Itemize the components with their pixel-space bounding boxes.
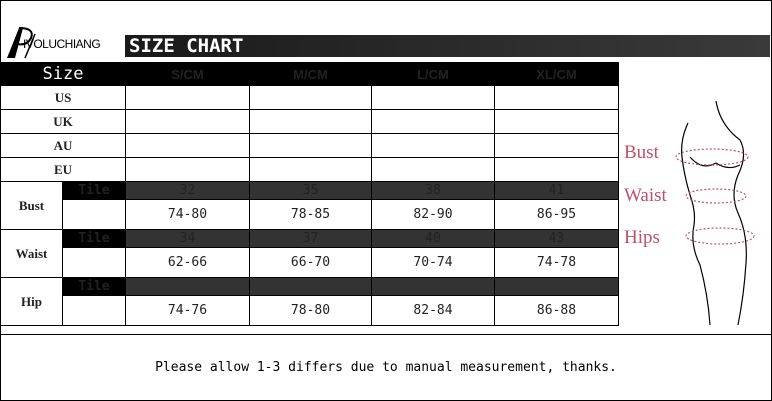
body-silhouette-icon [620,85,770,333]
range-value: 82-84 [372,296,495,326]
region-cell [372,110,495,134]
region-cell [372,86,495,110]
region-cell [126,86,250,110]
region-cell [495,86,619,110]
measurement-label-hip: Hip [1,278,63,326]
body-measurement-figure [620,85,770,333]
tile-value [250,278,372,296]
region-cell [250,134,372,158]
tile-value: 32 [126,182,250,200]
figure-label-bust: Bust [624,142,659,163]
range-value: 74-78 [495,248,619,278]
region-cell [250,158,372,182]
region-label: AU [1,134,126,158]
tile-value [495,278,619,296]
size-table [0,62,619,326]
measurement-note: Please allow 1-3 differs due to manual measurement, thanks. [155,360,617,375]
tile-value: 40 [372,230,495,248]
tile-value [372,278,495,296]
hip-tile-row [1,278,619,296]
column-header-xl: XL/CM [495,63,619,86]
title-bar [125,35,770,57]
range-value: 78-85 [250,200,372,230]
region-label: US [1,86,126,110]
tile-label: Tile [63,182,126,200]
range-value: 86-95 [495,200,619,230]
region-row-eu [1,158,619,182]
footer-note [0,334,772,401]
tile-value: 35 [250,182,372,200]
figure-label-waist: Waist [624,185,667,206]
range-value: 66-70 [250,248,372,278]
bust-tile-row [1,182,619,200]
region-row-au [1,134,619,158]
range-value: 78-80 [250,296,372,326]
range-value: 74-80 [126,200,250,230]
tile-label: Tile [63,278,126,296]
region-cell [250,110,372,134]
range-value: 82-90 [372,200,495,230]
column-header-m: M/CM [250,63,372,86]
region-cell [250,86,372,110]
brand-name: IVOLUCHIANG [23,37,101,51]
region-cell [126,110,250,134]
region-cell [495,134,619,158]
tile-label: Tile [63,230,126,248]
region-row-uk [1,110,619,134]
header-row [1,63,619,86]
hip-range-row [1,296,619,326]
figure-label-hips: Hips [624,227,660,248]
range-label-cell [63,248,126,278]
column-header-s: S/CM [126,63,250,86]
waist-tile-row [1,230,619,248]
measurement-label-waist: Waist [1,230,63,278]
region-cell [372,134,495,158]
tile-value: 43 [495,230,619,248]
range-label-cell [63,296,126,326]
region-cell [372,158,495,182]
tile-value: 38 [372,182,495,200]
size-header: Size [1,63,126,86]
range-value: 62-66 [126,248,250,278]
region-row-us [1,86,619,110]
range-value: 70-74 [372,248,495,278]
page-title: SIZE CHART [129,35,244,57]
region-cell [126,158,250,182]
waist-range-row [1,248,619,278]
tile-value: 37 [250,230,372,248]
tile-value [126,278,250,296]
region-cell [495,158,619,182]
region-cell [126,134,250,158]
bust-range-row [1,200,619,230]
tile-value: 34 [126,230,250,248]
tile-value: 41 [495,182,619,200]
region-label: UK [1,110,126,134]
region-cell [495,110,619,134]
range-value: 86-88 [495,296,619,326]
measurement-label-bust: Bust [1,182,63,230]
range-label-cell [63,200,126,230]
range-value: 74-76 [126,296,250,326]
column-header-l: L/CM [372,63,495,86]
region-label: EU [1,158,126,182]
